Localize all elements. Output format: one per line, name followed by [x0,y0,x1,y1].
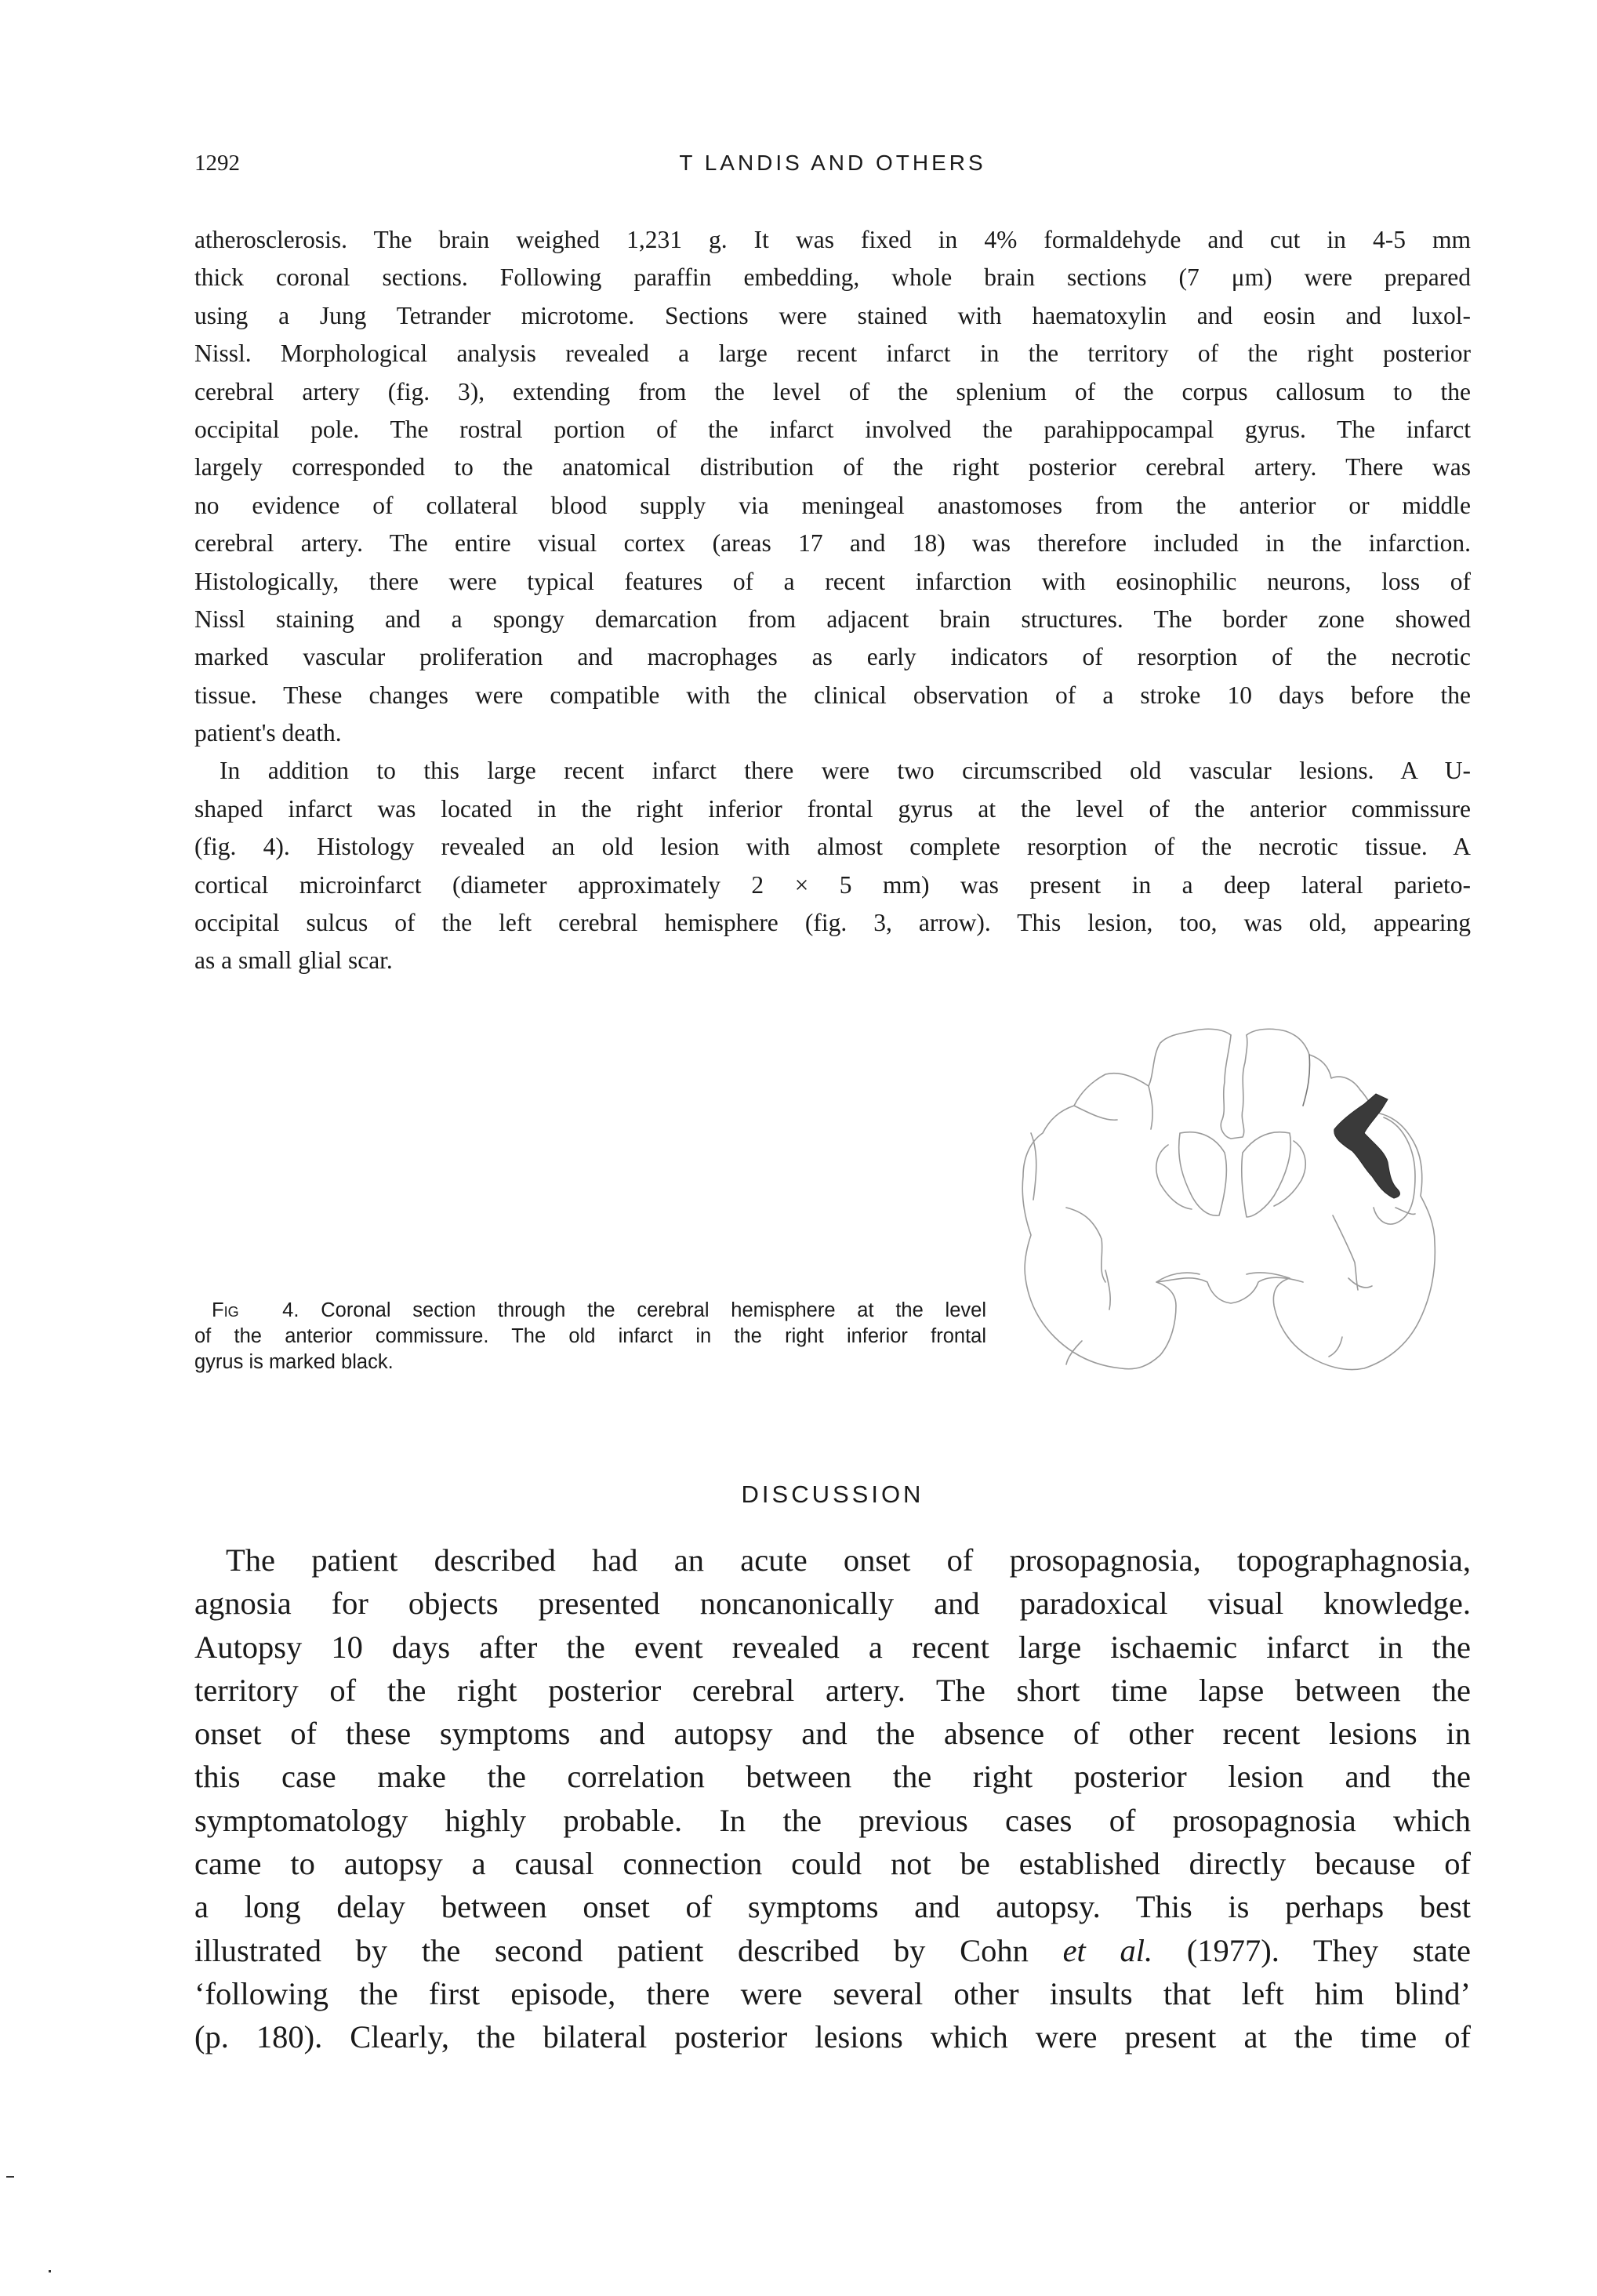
text-line: occipital sulcus of the left cerebral hemisphere (fig. 3, arrow). This lesion, too, was old, appearing [194,909,1471,937]
text-line: The patient described had an acute onset of prosopagnosia, topographagnosia, [226,1542,1471,1578]
text-line: no evidence of collateral blood supply via meningeal anastomoses from the anterior or middle [194,491,1471,519]
text-line: cerebral artery. The entire visual cortex (areas 17 and 18) was therefore included in the infarction. [194,529,1471,558]
paragraph-methods [194,221,1471,980]
text-line: tissue. These changes were compatible with the clinical observation of a stroke 10 days before the [194,681,1471,709]
figure-coronal-brain-section [1019,1012,1458,1396]
brain-section-drawing [1019,1012,1458,1396]
figure-number: 4. [282,1299,299,1321]
text-line: occipital pole. The rostral portion of the infarct involved the parahippocampal gyrus. The infarct [194,415,1471,443]
text-line: Nissl. Morphological analysis revealed a large recent infarct in the territory of the right posterior [194,340,1471,368]
text-line: largely corresponded to the anatomical distribution of the right posterior cerebral artery. There was [194,453,1471,481]
text-line: atherosclerosis. The brain weighed 1,231 g. It was fixed in 4% formaldehyde and cut in 4-5 mm [194,226,1471,253]
figure-caption [194,1298,986,1375]
text-line: (fig. 4). Histology revealed an old lesion with almost complete resorption of the necrotic tissue. A [194,833,1471,861]
section-heading-discussion: DISCUSSION [741,1480,924,1508]
text-line: agnosia for objects presented noncanonically and paradoxical visual knowledge. [194,1586,1471,1622]
text-line: In addition to this large recent infarct there were two circumscribed old vascular lesions. A U- [220,757,1471,785]
scan-mark [49,2270,51,2272]
running-head-title: T LANDIS AND OTHERS [679,151,986,175]
text-line: using a Jung Tetrander microtome. Sections were stained with haematoxylin and eosin and luxol- [194,301,1471,329]
text-line: patient's death. [194,719,342,747]
text-line: ‘following the first episode, there were several other insults that left him blind’ [194,1975,1471,2011]
caption-line: Fig 4. Coronal section through the cerebral hemisphere at the level [212,1299,986,1321]
infarct-lesion [1334,1094,1400,1198]
text-line-citation: illustrated by the second patient described by Cohn et al. (1977). They state [194,1932,1471,1968]
text-line: Histologically, there were typical features of a recent infarction with eosinophilic neurons, loss of [194,567,1471,595]
text-line: symptomatology highly probable. In the previous cases of prosopagnosia which [194,1802,1471,1838]
text-line: came to autopsy a causal connection could not be established directly because of [194,1846,1471,1882]
citation-et-al: et al. [1062,1932,1153,1968]
text-line: shaped infarct was located in the right inferior frontal gyrus at the level of the anterior commissure [194,794,1471,823]
text-line: cerebral artery (fig. 3), extending from the level of the splenium of the corpus callosum to the [194,377,1471,405]
text-line: territory of the right posterior cerebral artery. The short time lapse between the [194,1672,1471,1708]
text-line: a long delay between onset of symptoms and autopsy. This is perhaps best [194,1889,1471,1925]
text-line: onset of these symptoms and autopsy and the absence of other recent lesions in [194,1716,1471,1752]
caption-line: of the anterior commissure. The old infarct in the right inferior frontal [194,1325,986,1347]
running-head [194,151,1471,182]
text-line: this case make the correlation between the right posterior lesion and the [194,1759,1471,1795]
text-line: thick coronal sections. Following paraffin embedding, whole brain sections (7 μm) were prepared [194,263,1471,292]
text-line: (p. 180). Clearly, the bilateral posterior lesions which were present at the time of [194,2019,1471,2055]
figure-label: Fig [212,1299,239,1321]
text-line: Autopsy 10 days after the event revealed a recent large ischaemic infarct in the [194,1629,1471,1665]
scan-mark [6,2176,14,2178]
text-line: Nissl staining and a spongy demarcation from adjacent brain structures. The border zone showed [194,605,1471,633]
text-line: cortical microinfarct (diameter approximately 2 × 5 mm) was present in a deep lateral parieto- [194,870,1471,899]
text-line: marked vascular proliferation and macrophages as early indicators of resorption of the necrotic [194,643,1471,671]
caption-line: gyrus is marked black. [194,1351,394,1373]
text-line: as a small glial scar. [194,946,393,975]
paragraph-discussion [194,1539,1471,2059]
page-number: 1292 [194,151,240,176]
